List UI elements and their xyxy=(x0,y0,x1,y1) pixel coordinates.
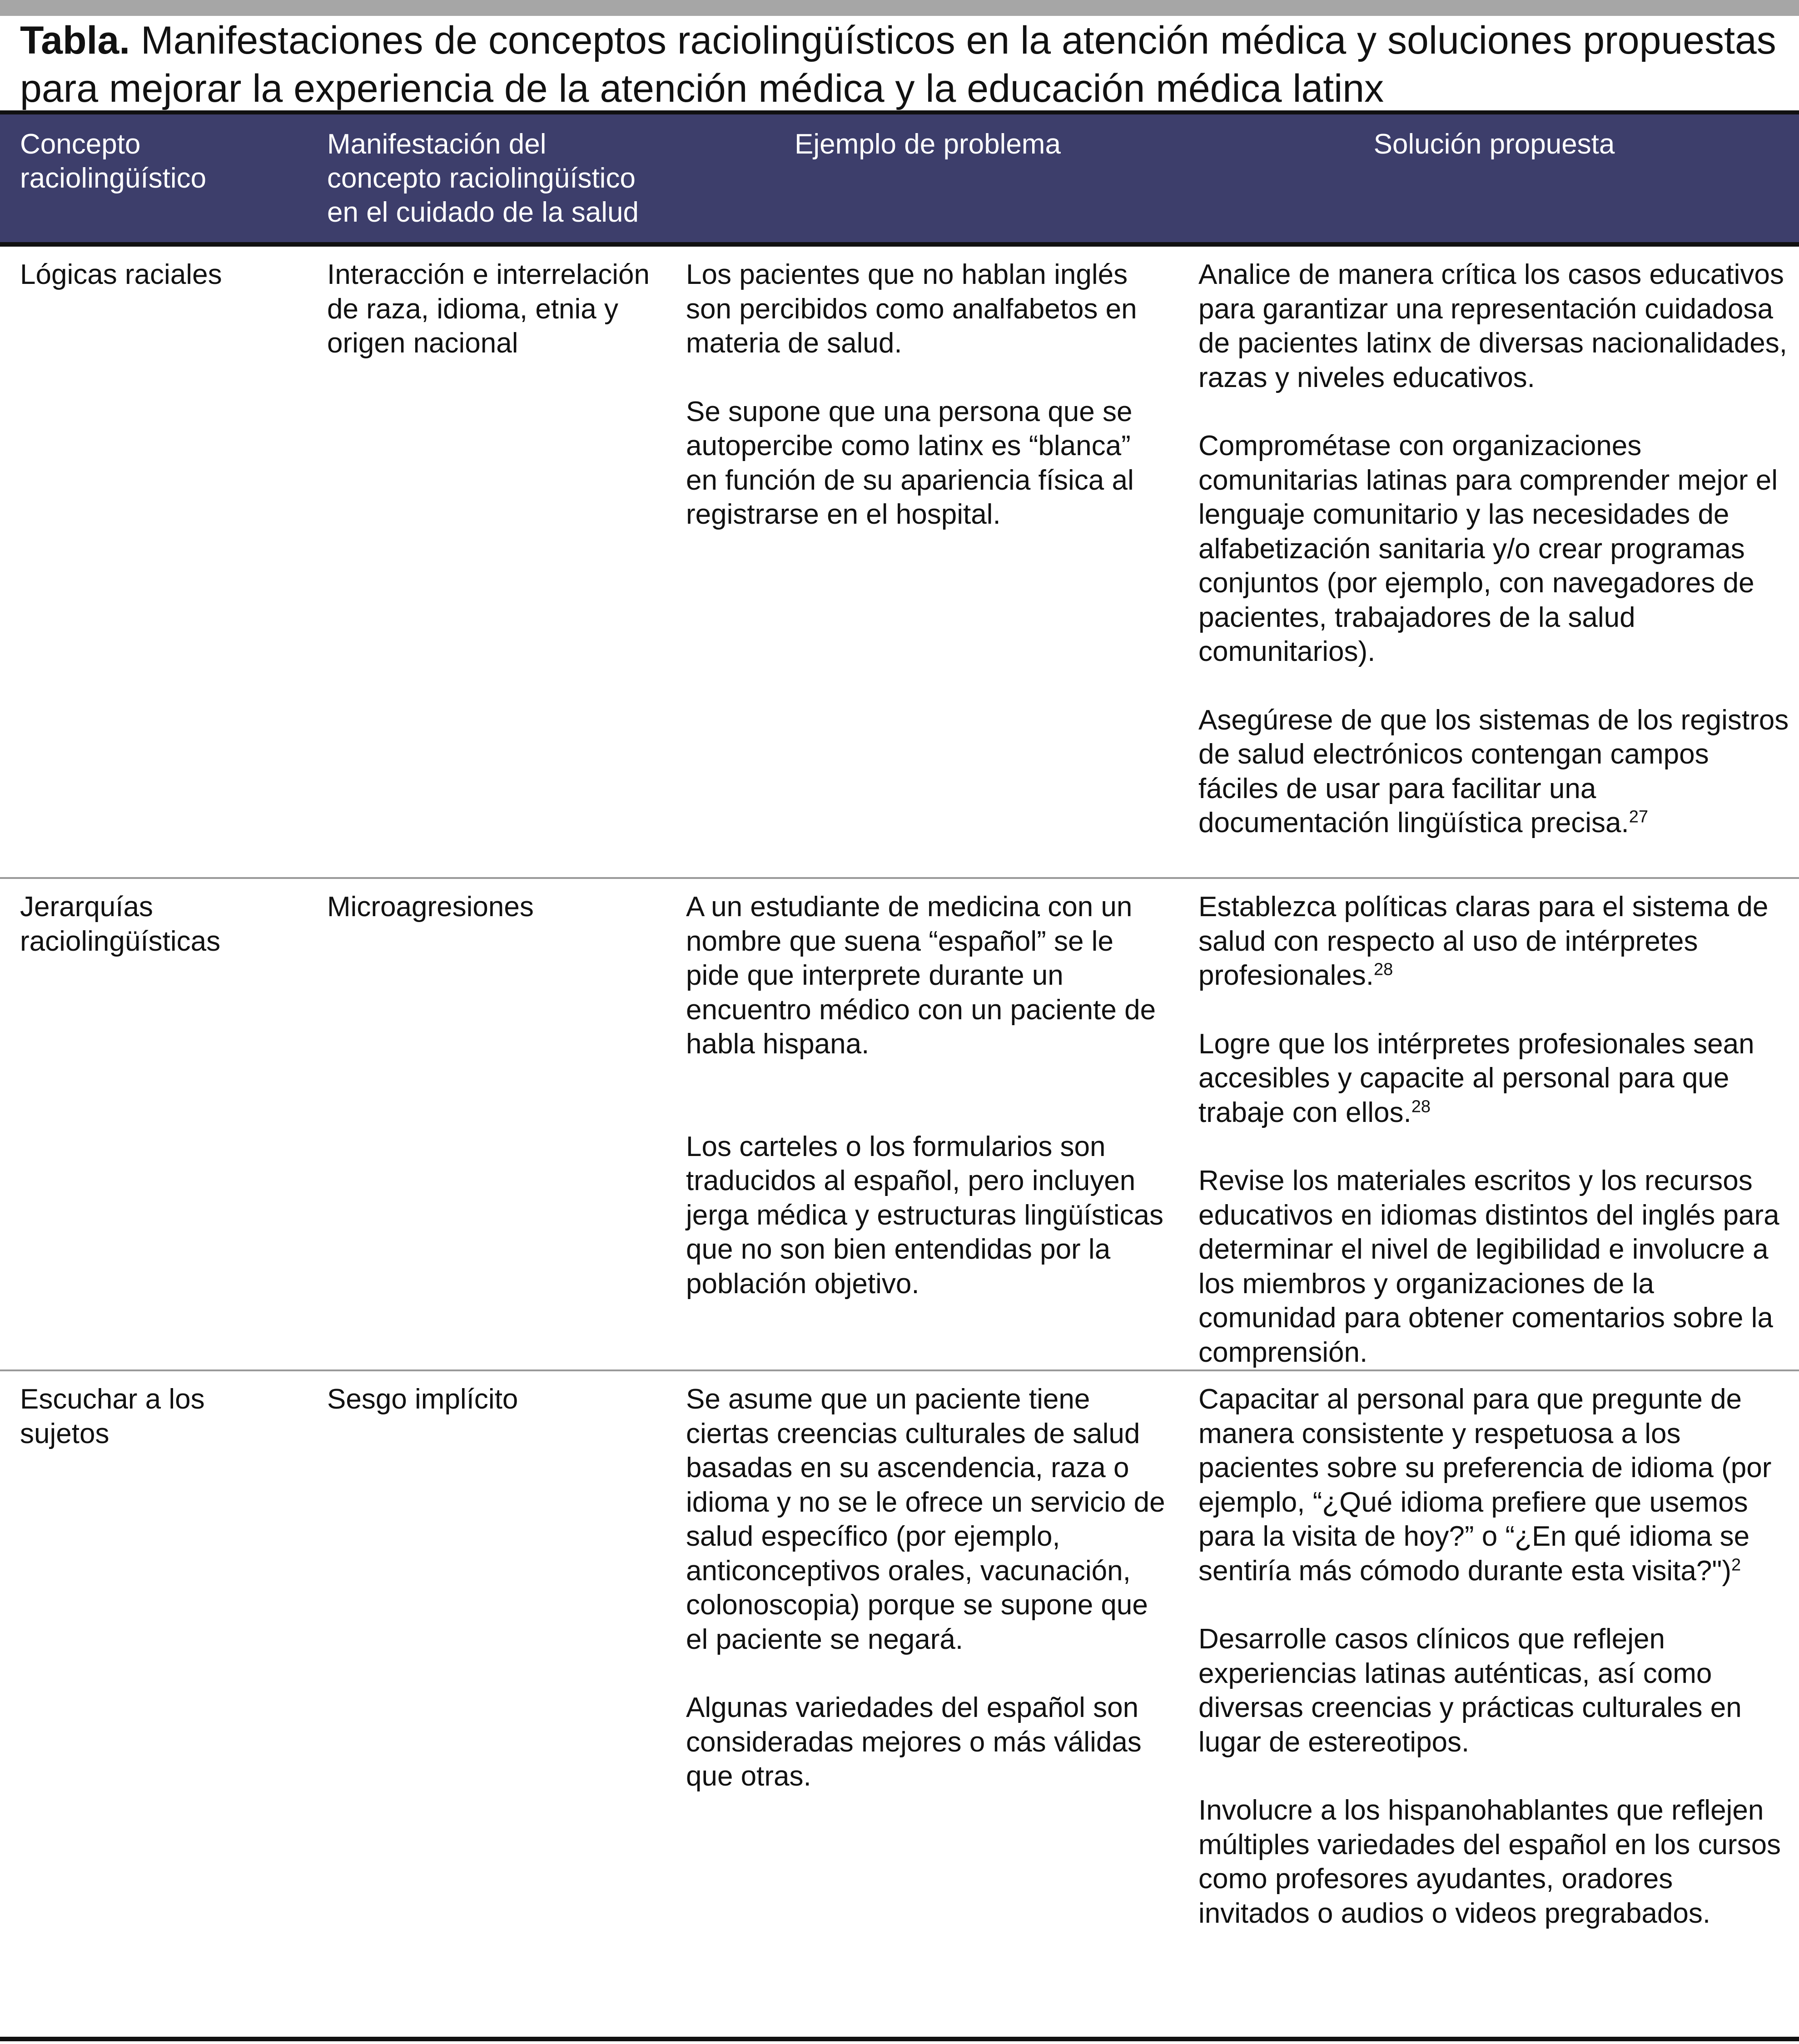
solution-paragraph: Revise los materiales escritos y los recursos educativos en idiomas distintos del inglés para determinar el nivel de legibilidad e involucre a los miembros y organizaciones de la comunidad para obtener comentarios sobre la comprensión. xyxy=(1198,1165,1779,1368)
column-header-concept: Concepto raciolingüístico xyxy=(0,114,307,244)
example-paragraph: Los pacientes que no hablan inglés son percibidos como analfabetos en materia de salud. xyxy=(686,259,1137,359)
header-row xyxy=(0,114,1799,244)
cell-manifestation: Sesgo implícito xyxy=(327,1384,518,1415)
solution-paragraph: Involucre a los hispanohablantes que reflejen múltiples variedades del español en los cursos como profesores ayudantes, oradores invitados o audios o videos pregrabados. xyxy=(1198,1795,1781,1929)
example-paragraph: A un estudiante de medicina con un nombre que suena “español” se le pide que interprete durante un encuentro médico con un paciente de habla hispana. xyxy=(686,891,1156,1060)
example-paragraph: Se asume que un paciente tiene ciertas creencias culturales de salud basadas en su ascendencia, raza o idioma y no se le ofrece un servicio de salud específico (por ejemplo, anticonceptivos orales, vacunación, colonoscopia) porque se supone que el paciente se negará. xyxy=(686,1384,1165,1655)
cell-solutions xyxy=(1178,244,1799,878)
cell-concept: Escuchar a los sujetos xyxy=(20,1384,205,1449)
example-paragraph: Los carteles o los formularios son traducidos al español, pero incluyen jerga médica y estructuras lingüísticas que no son bien entendidas por la población objetivo. xyxy=(686,1131,1164,1300)
solution-paragraph: Analice de manera crítica los casos educativos para garantizar una representación cuidadosa de pacientes latinx de diversas nacionalidades, razas y niveles educativos. xyxy=(1198,259,1787,393)
solution-paragraph: Establezca políticas claras para el sistema de salud con respecto al uso de intérpretes profesionales.$^{28}$ xyxy=(1198,891,1769,991)
solution-paragraph: Desarrolle casos clínicos que reflejen experiencias latinas auténticas, así como diversas creencias y prácticas culturales en lugar de estereotipos. xyxy=(1198,1623,1742,1758)
title-text: Manifestaciones de conceptos raciolingüísticos en la atención médica y soluciones propuestas para mejorar la experiencia de la atención médica y la educación médica latinx xyxy=(20,19,1776,110)
reference-number: 27 xyxy=(1629,807,1649,827)
table-row xyxy=(0,1370,1799,1930)
reference-number: 28 xyxy=(1411,1096,1431,1116)
example-paragraph: Se supone que una persona que se autopercibe como latinx es “blanca” en función de su apariencia física al registrarse en el hospital. xyxy=(686,396,1134,530)
example-paragraph: Algunas variedades del español son consideradas mejores o más válidas que otras. xyxy=(686,1692,1142,1792)
cell-examples xyxy=(666,878,1178,1370)
reference-number: 2 xyxy=(1731,1555,1741,1574)
bottom-rule xyxy=(0,2037,1799,2041)
table-row xyxy=(0,878,1799,1370)
solution-paragraph: Capacitar al personal para que pregunte de manera consistente y respetuosa a los pacientes sobre su preferencia de idioma (por ejemplo, “¿Qué idioma prefiere que usemos para la visita de hoy?” o “¿En qué idioma se sentiría más cómodo durante esta visita?")$^2$ xyxy=(1198,1384,1772,1587)
data-table xyxy=(0,114,1799,1930)
reference-number: 28 xyxy=(1374,960,1393,979)
column-header-example: Ejemplo de problema xyxy=(666,114,1178,244)
solution-paragraph: Logre que los intérpretes profesionales sean accesibles y capacite al personal para que trabaje con ellos.$^{28}$ xyxy=(1198,1028,1754,1128)
cell-concept: Jerarquías raciolingüísticas xyxy=(20,891,221,957)
top-rule xyxy=(0,110,1799,114)
solution-paragraph: Comprométase con organizaciones comunitarias latinas para comprender mejor el lenguaje comunitario y las necesidades de alfabetización sanitaria y/o crear programas conjuntos (por ejemplo, con navegadores de pacientes, trabajadores de la salud comunitarios). xyxy=(1198,430,1778,667)
cell-solutions xyxy=(1178,878,1799,1370)
column-header-solution: Solución propuesta xyxy=(1178,114,1799,244)
table-row xyxy=(0,244,1799,878)
cell-examples xyxy=(666,1370,1178,1930)
cell-concept: Lógicas raciales xyxy=(20,259,222,290)
cell-manifestation: Interacción e interrelación de raza, idioma, etnia y origen nacional xyxy=(327,259,650,359)
solution-paragraph: Asegúrese de que los sistemas de los registros de salud electrónicos contengan campos fáciles de usar para facilitar una documentación lingüística precisa.$^{27}$ xyxy=(1198,704,1789,838)
table-title xyxy=(20,16,1783,113)
cell-examples xyxy=(666,244,1178,878)
cell-solutions xyxy=(1178,1370,1799,1930)
title-label: Tabla. xyxy=(20,19,130,62)
top-bar xyxy=(0,0,1799,16)
column-header-manifestation: Manifestación del concepto raciolingüístico en el cuidado de la salud xyxy=(307,114,666,244)
cell-manifestation: Microagresiones xyxy=(327,891,534,923)
